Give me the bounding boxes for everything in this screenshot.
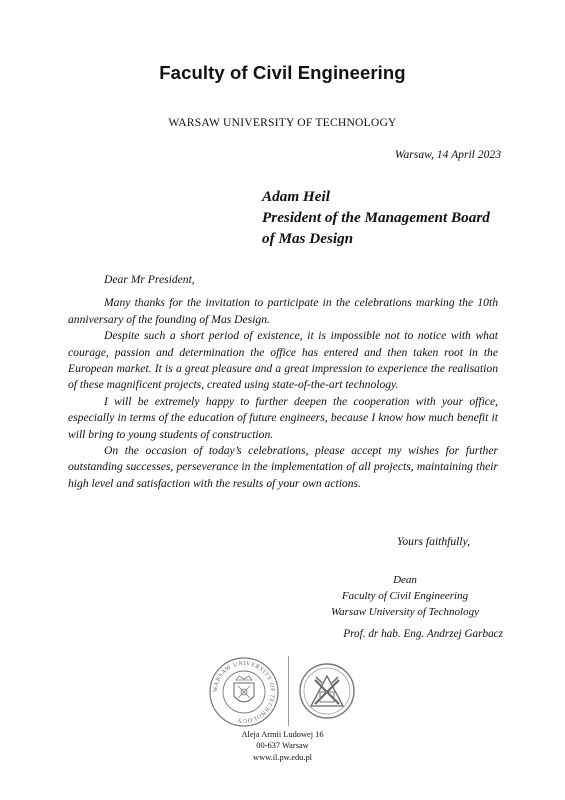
signature-block <box>300 572 510 620</box>
signature-university: Warsaw University of Technology <box>331 606 479 618</box>
logos <box>208 656 358 728</box>
closing: Yours faithfully, <box>396 535 470 548</box>
signer-name: Prof. dr hab. Eng. Andrzej Garbacz <box>343 628 503 640</box>
seal-ring-text: WARSAW UNIVERSITY OF TECHNOLOGY <box>212 660 276 724</box>
recipient-position-line1: President of the Management Board <box>262 209 490 226</box>
paragraph-3: I will be extremely happy to further deepen the cooperation with your office, especially in terms of the education of future engineers, because I know how much benefit it will bring to young students of construction. <box>68 394 498 441</box>
signature-role: Dean <box>393 574 417 586</box>
letter-body <box>68 272 498 492</box>
university-seal-icon <box>208 656 280 728</box>
footer-website: www.il.pw.edu.pl <box>253 752 312 762</box>
faculty-emblem-icon <box>298 662 356 720</box>
university-name: WARSAW UNIVERSITY OF TECHNOLOGY <box>168 116 397 129</box>
salutation: Dear Mr President, <box>104 273 195 286</box>
footer-postal: 00-637 Warsaw <box>256 741 309 751</box>
recipient-position-line2: of Mas Design <box>262 230 354 247</box>
recipient-block <box>262 186 490 249</box>
letter-date: Warsaw, 14 April 2023 <box>394 148 501 161</box>
faculty-title: Faculty of Civil Engineering <box>159 62 406 83</box>
footer-street: Aleja Armii Ludowej 16 <box>241 730 324 739</box>
paragraph-4: On the occasion of today’s celebrations, please accept my wishes for further outstanding successes, perseverance in the implementation of all projects, maintaining their high level and satisfaction with the results of your own actions. <box>68 444 498 490</box>
recipient-name: Adam Heil <box>262 188 330 205</box>
logo-divider <box>288 656 289 726</box>
footer-address <box>0 729 565 763</box>
paragraph-1: Many thanks for the invitation to participate in the celebrations marking the 10th anniversary of the founding of Mas Design. <box>68 296 498 326</box>
signature-faculty: Faculty of Civil Engineering <box>341 590 469 602</box>
paragraph-2: Despite such a short period of existence, it is impossible not to notice with what courage, passion and determination the office has entered and then taken root in the European market. It is a great pleasure and a great impression to experience the realisation of these magnificent projects, created using state-of-the-art technology. <box>68 329 498 392</box>
